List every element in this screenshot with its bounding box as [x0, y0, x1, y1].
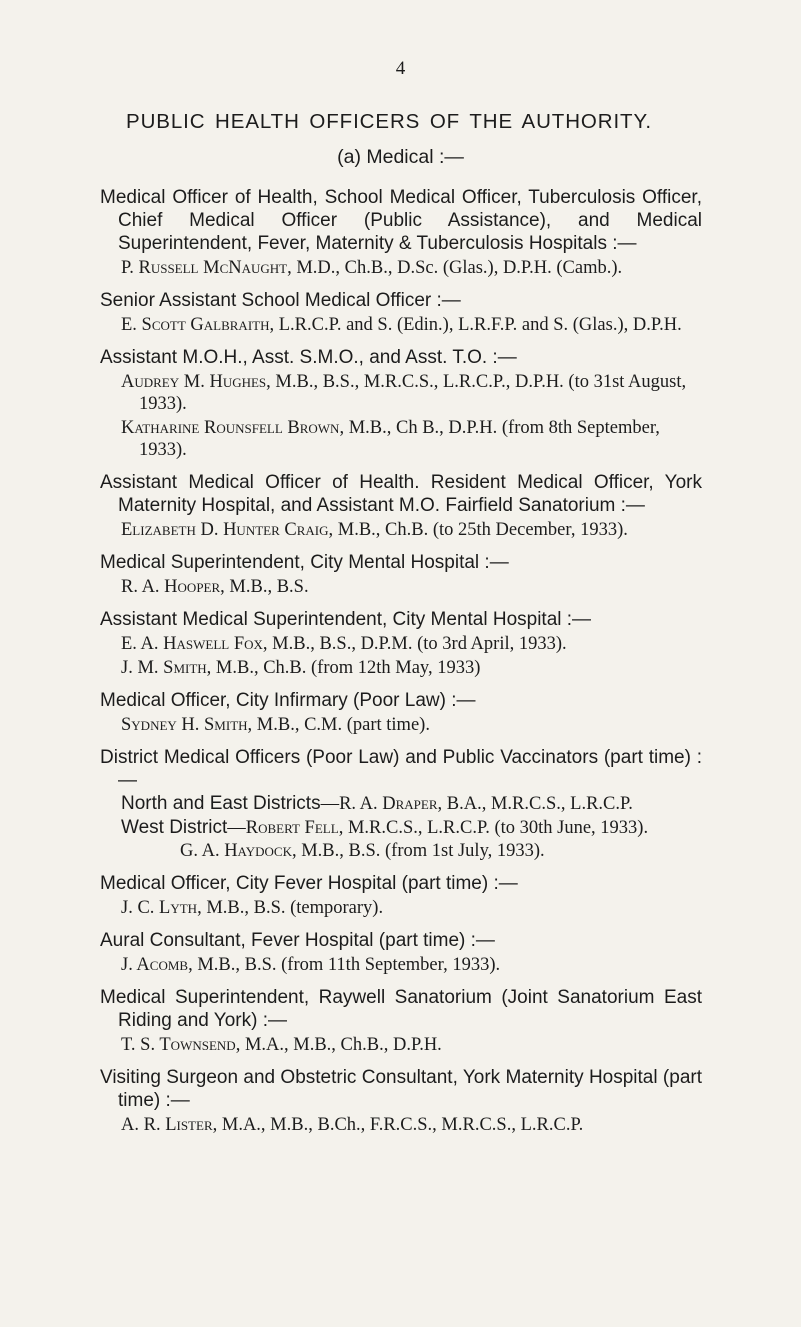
district-label: North and East Districts — [121, 793, 321, 814]
officer-entry — [100, 840, 702, 862]
officer-name: E. A. Haswell Fox — [121, 634, 263, 654]
officer-details: , M.B., B.S., M.R.C.S., L.R.C.P., D.P.H. (to 31st August, 1933). — [139, 372, 687, 414]
post-heading: Medical Officer of Health, School Medical Officer, Tuberculosis Officer, Chief Medical Officer (Public Assistance), and Medical Superintendent, Fever, Maternity & Tuberculosis Hospitals :— — [100, 187, 702, 254]
officer-entry — [100, 1114, 702, 1136]
page-number: 4 — [395, 58, 406, 79]
officer-section — [100, 551, 702, 598]
post-heading: Assistant M.O.H., Asst. S.M.O., and Asst. T.O. :— — [100, 347, 517, 368]
officer-section — [100, 186, 702, 279]
officer-section-districts — [100, 746, 702, 862]
officer-entry — [100, 657, 702, 679]
officer-entry — [100, 576, 702, 598]
page-title: PUBLIC HEALTH OFFICERS OF THE AUTHORITY. — [126, 110, 652, 133]
officer-section — [100, 346, 702, 461]
post-heading: Assistant Medical Superintendent, City Mental Hospital :— — [100, 609, 592, 630]
officer-section — [100, 929, 702, 976]
officer-entry — [100, 314, 702, 336]
officer-details: , M.D., Ch.B., D.Sc. (Glas.), D.P.H. (Camb.). — [287, 258, 623, 278]
officer-list — [100, 186, 702, 1146]
officer-name: J. C. Lyth — [121, 898, 198, 918]
officer-section — [100, 471, 702, 541]
post-heading: Visiting Surgeon and Obstetric Consultant, York Maternity Hospital (part time) :— — [100, 1067, 702, 1111]
post-heading: Medical Superintendent, Raywell Sanatorium (Joint Sanatorium East Riding and York) :— — [100, 987, 702, 1031]
officer-name: J. M. Smith — [121, 658, 207, 678]
officer-entry — [100, 954, 702, 976]
officer-details: , M.A., M.B., Ch.B., D.P.H. — [235, 1035, 442, 1055]
officer-entry — [100, 897, 702, 919]
officer-details: , M.B., B.S. (from 1st July, 1933). — [291, 841, 545, 861]
officer-name: J. Acomb — [121, 955, 189, 975]
officer-details: , M.B., B.S. (temporary). — [197, 898, 384, 918]
post-heading: Medical Officer, City Infirmary (Poor Law) :— — [100, 690, 476, 711]
officer-section — [100, 689, 702, 736]
officer-details: , M.B., B.S. (from 11th September, 1933). — [188, 955, 501, 975]
district-entry-north-east: North and East Districts—R. A. Draper, B.A., M.R.C.S., L.R.C.P. — [121, 793, 633, 814]
district-entry-west: West District—Robert Fell, M.R.C.S., L.R.C.P. (to 30th June, 1933). — [121, 817, 649, 838]
officer-name: E. Scott Galbraith — [121, 315, 270, 335]
officer-name: A. R. Lister — [121, 1115, 213, 1135]
officer-entry — [100, 1034, 702, 1056]
officer-section — [100, 289, 702, 336]
officer-details: , B.A., M.R.C.S., L.R.C.P. — [437, 794, 633, 814]
officer-name: R. A. Draper — [339, 794, 438, 814]
post-heading: District Medical Officers (Poor Law) and Public Vaccinators (part time) :— — [100, 747, 702, 791]
district-label: West District — [121, 817, 228, 838]
officer-entry — [100, 417, 702, 461]
officer-details: , M.R.C.S., L.R.C.P. (to 30th June, 1933). — [338, 818, 649, 838]
officer-name: Audrey M. Hughes — [121, 372, 267, 392]
officer-details: , L.R.C.P. and S. (Edin.), L.R.F.P. and S. (Glas.), D.P.H. — [269, 315, 682, 335]
officer-entry — [100, 519, 702, 541]
officer-name: Robert Fell — [245, 818, 339, 838]
officer-entry — [100, 371, 702, 415]
officer-entry — [100, 633, 702, 655]
officer-name: R. A. Hooper — [121, 577, 221, 597]
officer-details: , M.B., Ch B., D.P.H. (from 8th September, 1933). — [139, 418, 660, 460]
post-heading: Medical Officer, City Fever Hospital (part time) :— — [100, 873, 518, 894]
post-heading: Aural Consultant, Fever Hospital (part time) :— — [100, 930, 495, 951]
officer-section — [100, 608, 702, 679]
officer-name: Sydney H. Smith — [121, 715, 248, 735]
officer-details: , M.B., B.S., D.P.M. (to 3rd April, 1933). — [262, 634, 567, 654]
officer-entry — [100, 714, 702, 736]
officer-details: , M.B., B.S. — [220, 577, 309, 597]
post-heading: Assistant Medical Officer of Health. Resident Medical Officer, York Maternity Hospital, and Assistant M.O. Fairfield Sanatorium :— — [100, 472, 702, 516]
officer-entry — [100, 257, 702, 279]
post-heading: Senior Assistant School Medical Officer :— — [100, 290, 461, 311]
officer-name: Katharine Rounsfell Brown — [121, 418, 340, 438]
officer-section — [100, 872, 702, 919]
officer-name: T. S. Townsend — [121, 1035, 236, 1055]
post-heading: Medical Superintendent, City Mental Hospital :— — [100, 552, 509, 573]
officer-name: G. A. Haydock — [180, 841, 292, 861]
officer-details: , M.A., M.B., B.Ch., F.R.C.S., M.R.C.S., L.R.C.P. — [212, 1115, 584, 1135]
officer-name: Elizabeth D. Hunter Craig — [121, 520, 329, 540]
officer-section — [100, 1066, 702, 1136]
officer-details: , M.B., Ch.B. (from 12th May, 1933) — [206, 658, 481, 678]
section-subtitle: (a) Medical :— — [337, 146, 464, 168]
officer-name: P. Russell McNaught — [121, 258, 288, 278]
officer-details: , M.B., Ch.B. (to 25th December, 1933). — [328, 520, 628, 540]
officer-section — [100, 986, 702, 1056]
officer-details: , M.B., C.M. (part time). — [247, 715, 430, 735]
